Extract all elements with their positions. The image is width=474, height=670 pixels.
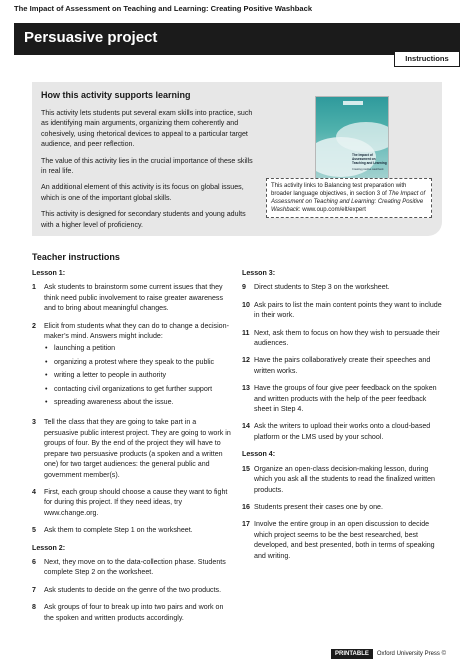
list-item	[242, 328, 442, 349]
list-item	[32, 417, 232, 479]
item-number: 2	[32, 321, 36, 330]
item-text: Ask pairs to list the main content points they want to include in their work.	[254, 300, 442, 320]
support-heading: How this activity supports learning	[41, 90, 191, 100]
item-number: 13	[242, 384, 250, 393]
item-text: Ask them to complete Step 1 on the worksheet.	[44, 526, 193, 535]
item-number: 17	[242, 520, 250, 529]
item-number: 6	[32, 557, 36, 566]
support-paragraph: The value of this activity lies in the crucial importance of these skills in real life.	[41, 156, 253, 176]
item-number: 5	[32, 526, 36, 535]
item-number: 3	[32, 418, 36, 427]
item-number: 4	[32, 487, 36, 496]
item-text: Next, ask them to focus on how they wish to persuade their audiences.	[254, 328, 440, 348]
list-item	[242, 502, 442, 512]
item-text: Have the groups of four give peer feedback on the spoken and written products with the help of the peer feedback sheet in Step 4.	[254, 384, 437, 414]
item-text: Ask students to brainstorm some current issues that they think need public involvement to raise greater awareness and to bring about meaningful changes.	[44, 283, 224, 313]
list-item	[242, 383, 442, 414]
item-text: Involve the entire group in an open discussion to decide which project seems to be the best researched, best developed, and best presented, both in terms of speaking and writing.	[254, 520, 435, 560]
item-text: Elicit from students what they can do to change a decision-maker’s mind. Answers might include:	[44, 321, 229, 341]
list-item	[32, 602, 232, 623]
lesson-label: Lesson 4:	[242, 450, 276, 459]
item-number: 7	[32, 585, 36, 594]
item-text: Direct students to Step 3 on the worksheet.	[254, 283, 390, 292]
item-number: 11	[242, 328, 250, 337]
link-url: : www.oup.com/elt/expert	[298, 207, 366, 213]
item-text: Have the pairs collaboratively create their speeches and written works.	[254, 356, 431, 375]
list-item	[242, 355, 442, 376]
item-number: 16	[242, 502, 250, 511]
item-text: Tell the class that they are going to take part in a persuasive public interest project. They are going to work in groups of four. By the end of the project they will have to prepare two persuasive products (a spoken and a written one) for two target audiences: the general public and government member(s).	[44, 418, 231, 479]
copyright: Oxford University Press ©	[376, 651, 446, 657]
item-text: Ask groups of four to break up into two pairs and work on the spoken and written products accordingly.	[44, 603, 224, 622]
support-paragraph: This activity is designed for secondary students and young adults with a higher level of proficiency.	[41, 210, 246, 229]
support-paragraph: This activity lets students put several exam skills into practice, such as identifying main arguments, organizing them coherently and cohesively, using rhetorical devices to appeal to a particular target audience, and peer reflection.	[41, 109, 253, 149]
support-text	[41, 108, 253, 236]
series-title: The Impact of Assessment on Teaching and Learning: Creating Positive Washback	[14, 4, 313, 13]
list-item	[32, 525, 232, 535]
page-title: Persuasive project	[24, 29, 158, 46]
item-number: 14	[242, 422, 250, 431]
lesson-label: Lesson 1:	[32, 269, 66, 277]
list-item	[32, 282, 232, 313]
bullet-item: • launching a petition	[44, 343, 232, 353]
printable-badge: PRINTABLE	[331, 649, 373, 659]
item-text: First, each group should choose a cause they want to fight for during this project. If they need ideas, try www.change.org.	[44, 487, 228, 517]
bullet-item: • contacting civil organizations to get further support	[44, 384, 232, 394]
title-bar	[14, 23, 460, 55]
lesson-label: Lesson 2:	[32, 543, 66, 552]
cover-title: The Impact of Assessment on Teaching and Learning	[352, 153, 387, 165]
book-title-italic: The Impact of Assessment on Teaching and Learning: Creating Positive Washback	[271, 191, 426, 213]
item-number: 1	[32, 283, 36, 292]
right-column	[242, 268, 442, 568]
item-text: Students present their cases one by one.	[254, 502, 383, 511]
lesson-label: Lesson 3:	[242, 269, 276, 277]
list-item	[32, 585, 232, 595]
item-number: 12	[242, 356, 250, 365]
item-text: Next, they move on to the data-collection phase. Students complete Step 2 on the worksheet.	[44, 557, 226, 577]
support-paragraph: An additional element of this activity is its focus on global issues, which is one of the important global skills.	[41, 183, 244, 202]
list-item	[242, 464, 442, 495]
item-text: Ask students to decide on the genre of the two products.	[44, 585, 222, 594]
item-number: 10	[242, 300, 250, 309]
book-cover-image	[315, 96, 389, 191]
link-text: This activity links to Balancing test preparation with broader language objectives, in section 3 of	[271, 183, 407, 197]
list-item	[32, 557, 232, 578]
teacher-instructions-heading: Teacher instructions	[32, 252, 120, 262]
link-box	[266, 178, 432, 218]
cover-subtitle: Creating positive washback	[352, 168, 384, 171]
item-number: 8	[32, 603, 36, 612]
instructions-tab: Instructions	[394, 52, 460, 67]
bullet-item: • writing a letter to people in authority	[44, 370, 232, 380]
bullet-list	[44, 343, 232, 407]
list-item	[32, 487, 232, 518]
bullet-item: • spreading awareness about the issue.	[44, 397, 232, 407]
list-item	[242, 300, 442, 321]
left-column	[32, 268, 232, 630]
item-text: Ask the writers to upload their works onto a cloud-based platform or the LMS used by your school.	[254, 422, 431, 441]
item-text: Organize an open-class decision-making lesson, during which you ask all the students to read the finalized written products.	[254, 464, 435, 494]
list-item	[242, 282, 442, 292]
item-number: 15	[242, 464, 250, 473]
list-item	[242, 519, 442, 561]
item-number: 9	[242, 283, 246, 292]
list-item	[242, 421, 442, 442]
list-item	[32, 321, 232, 411]
publisher-logo	[343, 101, 363, 105]
bullet-item: • organizing a protest where they speak to the public	[44, 357, 232, 367]
support-box	[32, 82, 442, 236]
footer	[331, 649, 446, 659]
